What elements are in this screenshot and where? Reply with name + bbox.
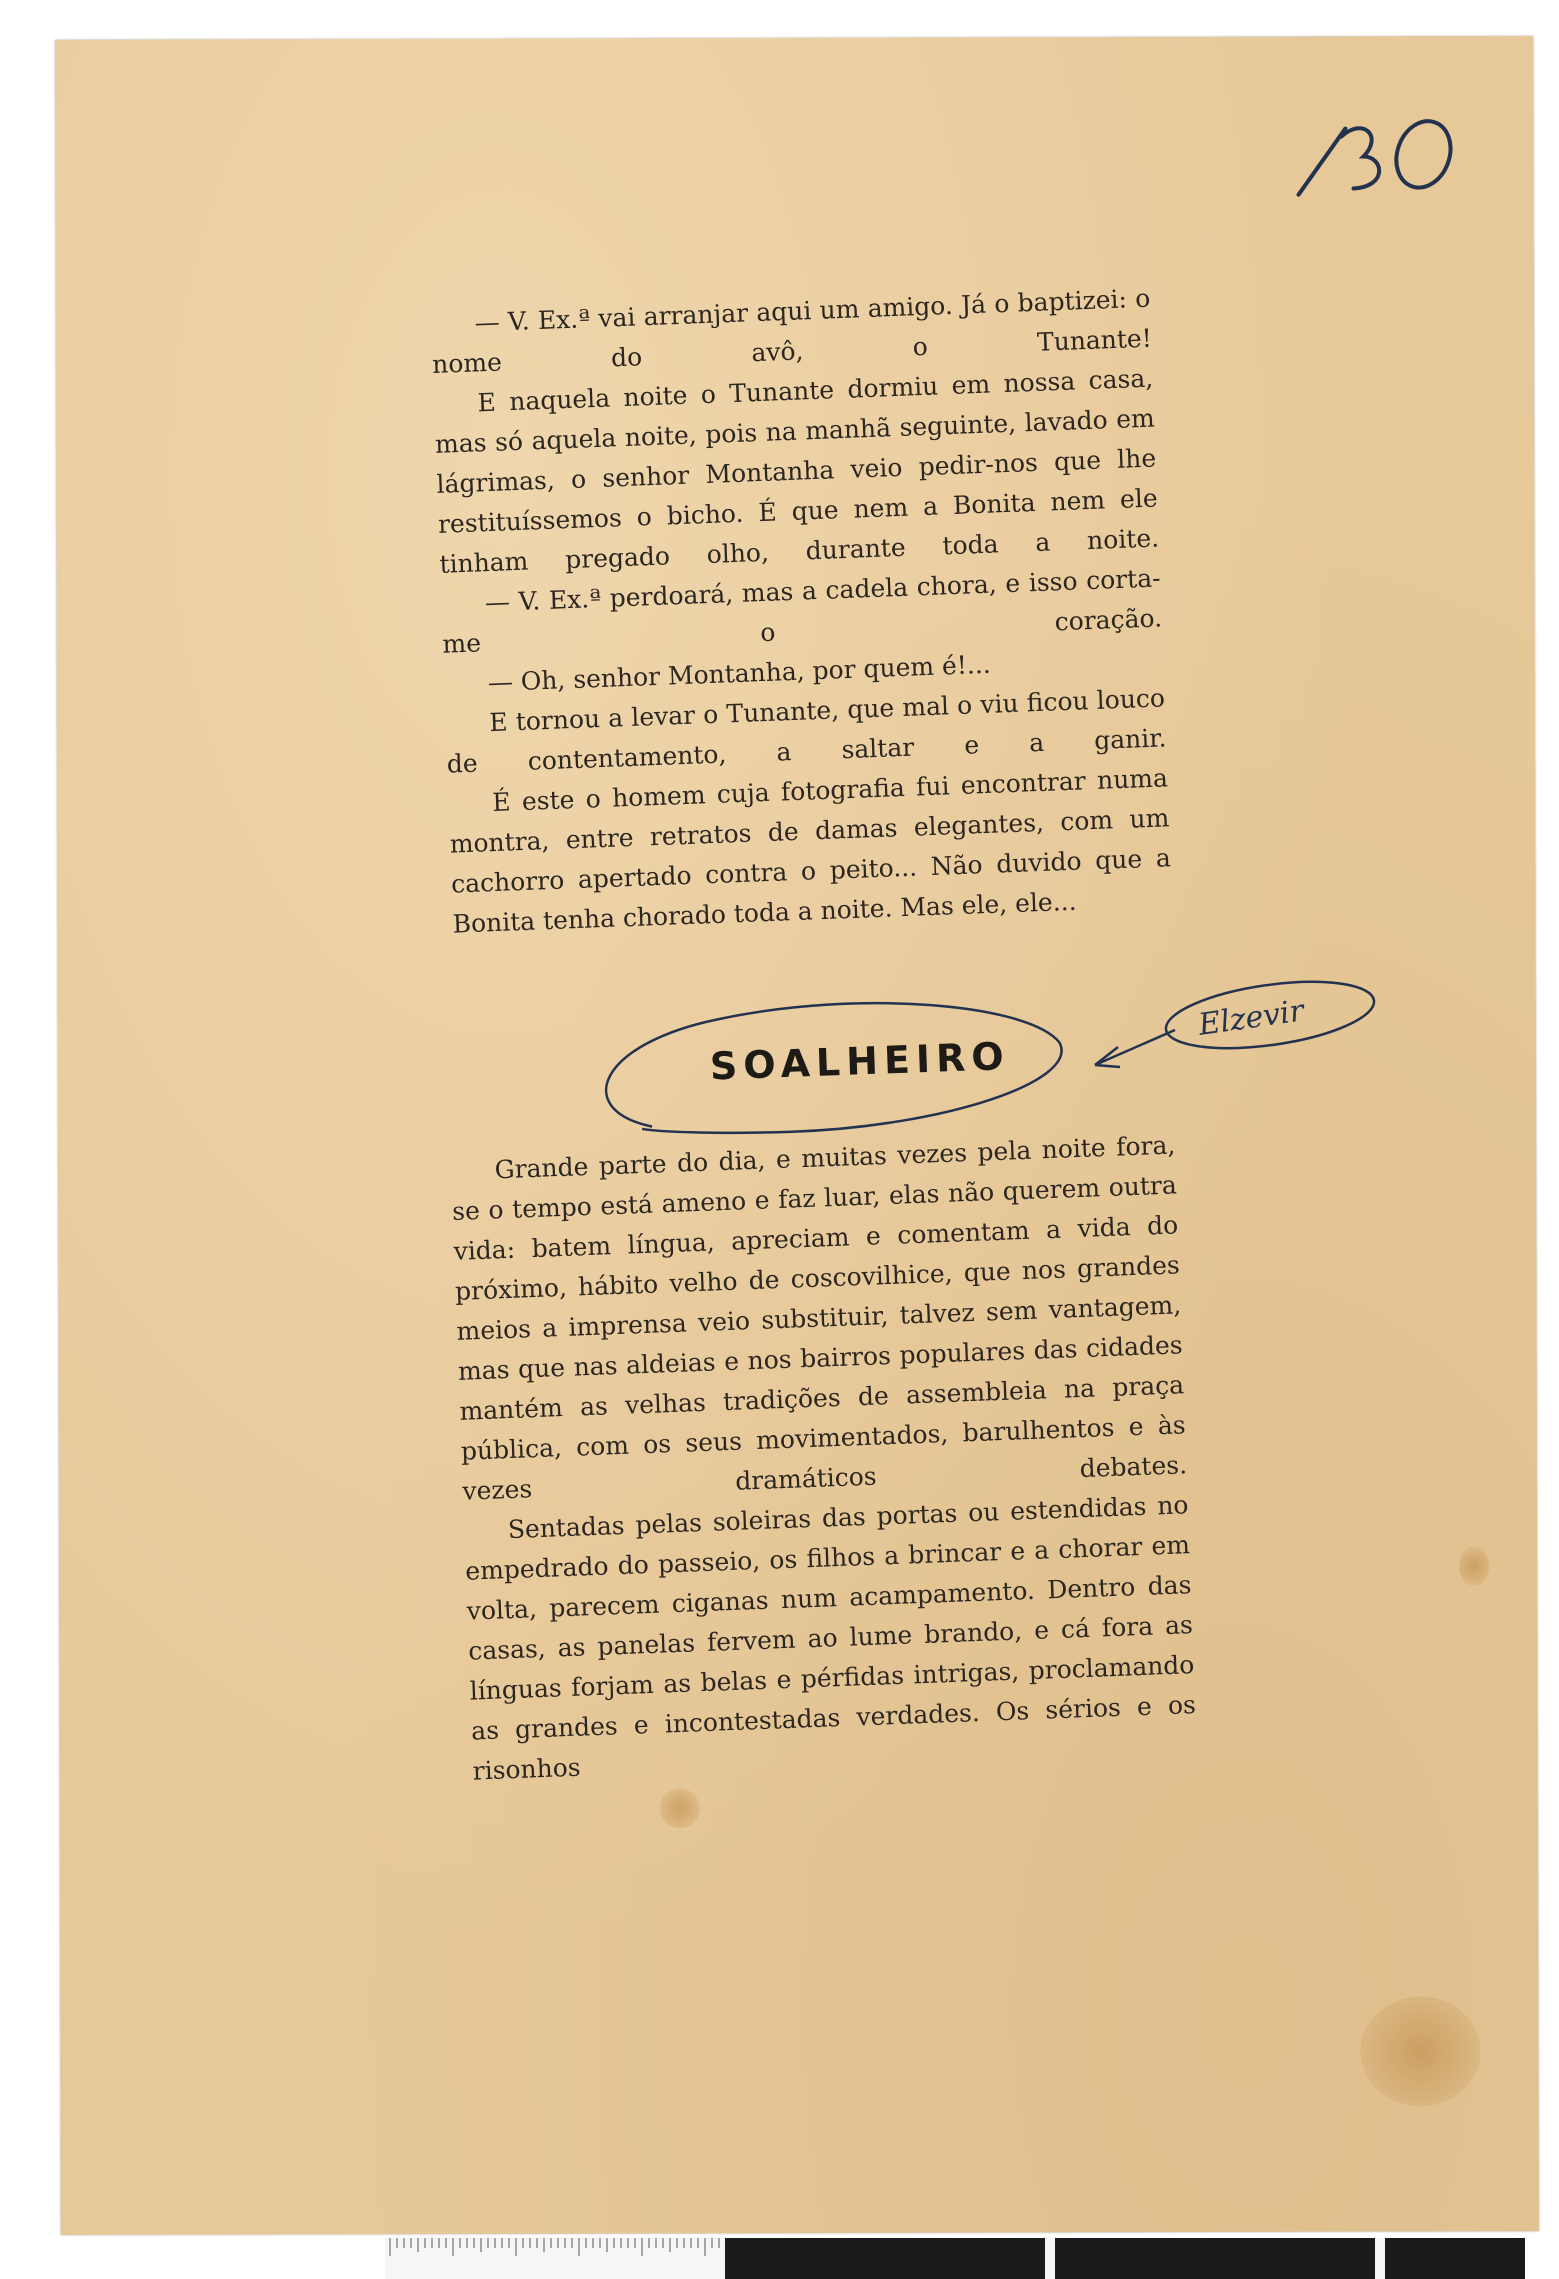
narrative-paragraph: E naquela noite o Tunante dormiu em nossa casa, mas só aquela noite, pois na manhã seguinte, lavado em lágrimas, o senhor Montanha veio pedir-nos que lhe restituíssemos o bicho. É que nem a Bonita nem ele tinham pregado olho, durante toda a noite. [434, 363, 1160, 579]
scale-ruler [385, 2238, 1525, 2279]
narrative-paragraph: Grande parte do dia, e muitas vezes pela noite fora, se o tempo está ameno e faz luar, elas não querem outra vida: batem língua, apreciam e comentam a vida do próximo, hábito velho de coscovilhice, que nos grandes meios a imprensa veio substituir, talvez sem vantagem, mas que nas aldeias e nos bairros populares das cidades mantém as velhas tradições de assembleia na praça pública, com os seus movimentados, barulhentos e às vezes dramáticos debates. [451, 1130, 1188, 1506]
ruler-ticks [385, 2238, 725, 2279]
paper-stain [1360, 1996, 1480, 2106]
ruler-black-segment [1385, 2238, 1525, 2279]
narrative-paragraph: E tornou a levar o Tunante, que mal o viu ficou louco de contentamento, a saltar e a ganir. [446, 683, 1167, 779]
passage-soalheiro [450, 1125, 1198, 1791]
ruler-black-segment [1055, 2238, 1375, 2279]
handwritten-elzevir-note [1080, 975, 1380, 1105]
ruler-black-segment [725, 2238, 1045, 2279]
narrative-paragraph: Sentadas pelas soleiras das portas ou estendidas no empedrado do passeio, os filhos a brincar e a chorar em volta, parecem ciganas num acampamento. Dentro das casas, as panelas fervem ao lume brando, e cá fora as línguas forjam as belas e pérfidas intrigas, proclamando as grandes e incontestadas verdades. Os sérios e os risonhos [464, 1490, 1197, 1786]
paper-stain [1459, 1546, 1489, 1586]
dialogue-line: — V. Ex.ª vai arranjar aqui um amigo. Já o baptizei: o nome do avô, o Tunante! [431, 283, 1153, 379]
section-title: SOALHEIRO [709, 1034, 1011, 1089]
handwritten-note-text: Elzevir [1196, 993, 1307, 1043]
dialogue-line: — V. Ex.ª perdoará, mas a cadela chora, e isso corta-me o coração. [441, 563, 1163, 659]
passage-top [430, 279, 1173, 945]
narrative-paragraph: É este o homem cuja fotografia fui encontrar numa montra, entre retratos de damas elegantes, com um cachorro apertado contra o peito... Não duvido que a Bonita tenha chorado toda a noite. Mas ele, ele... [449, 763, 1172, 939]
dialogue-line: — Oh, senhor Montanha, por quem é!... [487, 649, 992, 698]
paper-stain [660, 1788, 700, 1828]
handwritten-folio-number [1283, 106, 1473, 206]
